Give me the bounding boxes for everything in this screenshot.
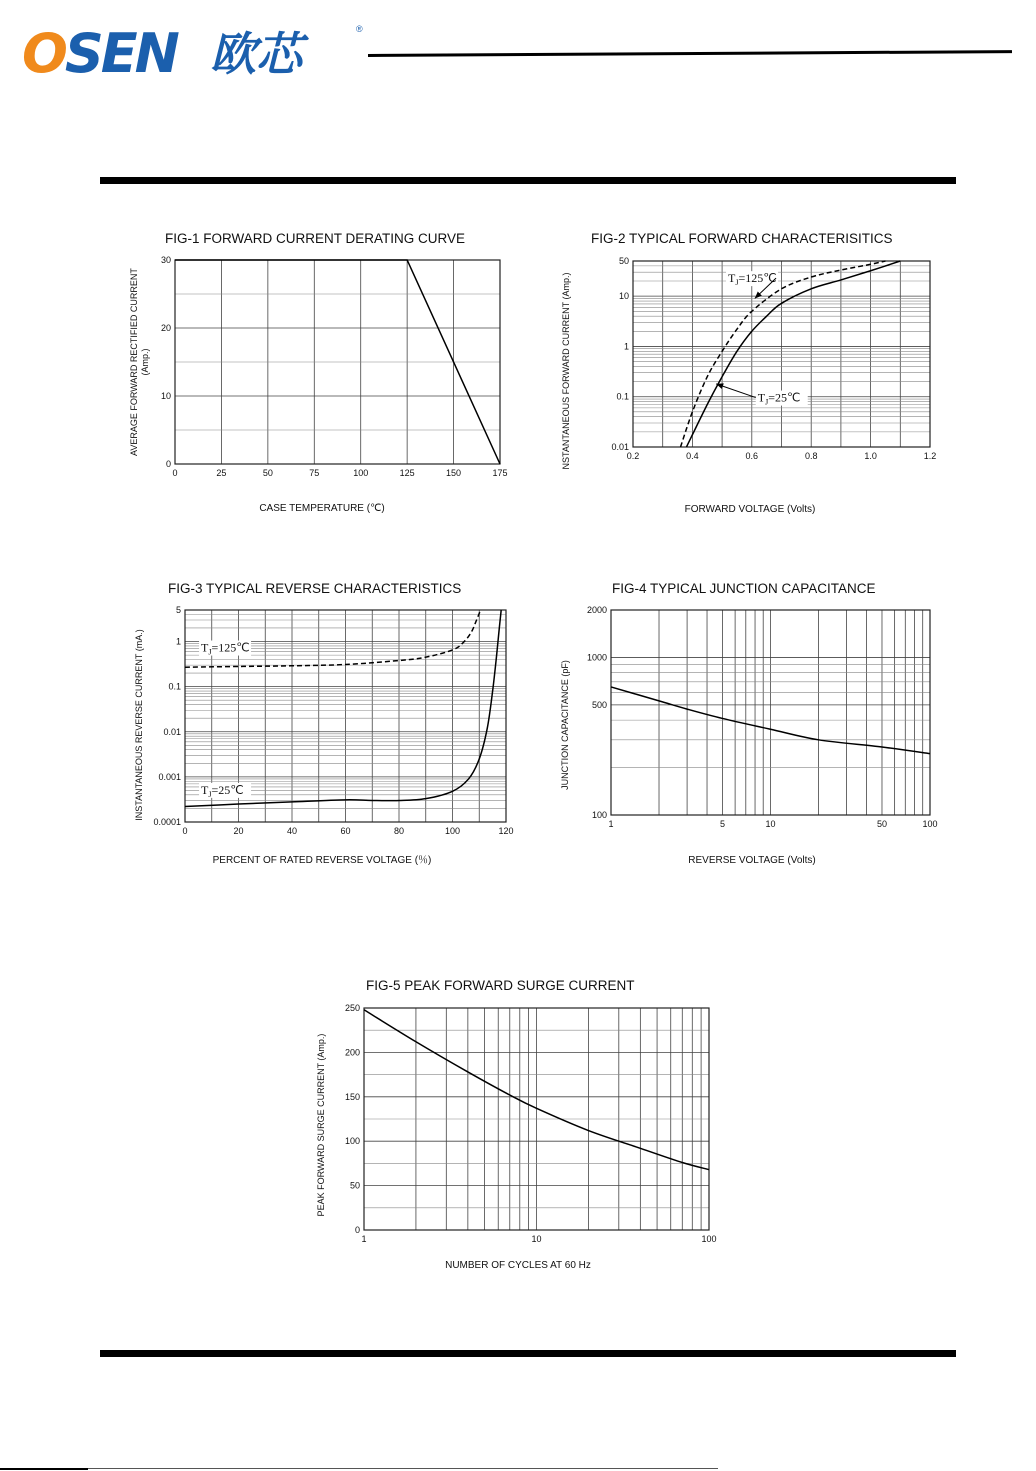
fig5-chart xyxy=(316,978,717,1271)
x-tick-label: 50 xyxy=(876,819,887,829)
y-tick-label: 150 xyxy=(344,1091,360,1102)
x-tick-label: 0 xyxy=(182,826,188,836)
y-axis-label: PEAK FORWARD SURGE CURRENT (Amp.) xyxy=(316,1033,326,1217)
y-tick-label: 1 xyxy=(623,341,629,352)
y-axis-label: NSTANTANEOUS FORWARD CURRENT (Amp.) xyxy=(561,272,571,470)
y-tick-label: 2000 xyxy=(586,605,607,615)
x-tick-label: 1.2 xyxy=(923,451,937,461)
y-axis-label: AVERAGE FORWARD RECTIFIED CURRENT xyxy=(129,268,139,456)
logo-wordmark-rest: SEN xyxy=(64,22,177,85)
y-tick-label: 20 xyxy=(160,323,171,333)
y-axis-label-unit: (Amp.) xyxy=(140,348,150,376)
fig4-chart xyxy=(560,581,938,866)
x-tick-label: 40 xyxy=(286,826,298,836)
y-tick-label: 0.1 xyxy=(616,391,629,402)
chart-title: FIG-4 TYPICAL JUNCTION CAPACITANCE xyxy=(612,581,876,596)
y-tick-label: 0 xyxy=(354,1225,360,1235)
x-tick-label: 0.2 xyxy=(626,451,640,461)
x-tick-label: 100 xyxy=(701,1234,717,1244)
y-axis-label: JUNCTION CAPACITANCE (pF) xyxy=(560,660,570,790)
annotation-label: $T_J=25℃$ xyxy=(201,782,244,799)
y-tick-label: 0.1 xyxy=(168,681,181,692)
x-tick-label: 0.8 xyxy=(804,451,818,461)
x-tick-label: 80 xyxy=(393,826,405,836)
y-tick-label: 0 xyxy=(165,459,171,469)
chart-title: FIG-5 PEAK FORWARD SURGE CURRENT xyxy=(366,978,635,993)
x-tick-label: 5 xyxy=(719,819,725,829)
x-tick-label: 10 xyxy=(531,1234,542,1244)
x-tick-label: 125 xyxy=(399,468,415,478)
y-tick-label: 0.01 xyxy=(611,442,629,452)
x-tick-label: 75 xyxy=(309,468,320,478)
x-tick-label: 60 xyxy=(340,826,351,836)
x-tick-label: 100 xyxy=(922,819,938,829)
x-tick-label: 100 xyxy=(444,826,461,836)
x-tick-label: 10 xyxy=(765,819,776,829)
y-tick-label: 200 xyxy=(344,1047,360,1058)
y-tick-label: 50 xyxy=(618,256,629,266)
logo-chinese: 欧芯 xyxy=(210,27,302,81)
fig2-chart xyxy=(561,231,936,515)
x-axis-label: REVERSE VOLTAGE (Volts) xyxy=(688,855,816,866)
logo-wordmark-o: O xyxy=(22,22,65,85)
annotation-label: $T_J=125℃$ xyxy=(728,271,777,288)
y-tick-label: 500 xyxy=(591,699,607,710)
x-tick-label: 175 xyxy=(492,468,508,478)
fig1-chart xyxy=(129,231,508,514)
y-tick-label: 10 xyxy=(160,391,171,401)
chart-title: FIG-2 TYPICAL FORWARD CHARACTERISITICS xyxy=(591,231,893,246)
x-tick-label: 150 xyxy=(446,468,462,478)
y-tick-label: 0.0001 xyxy=(153,817,181,827)
y-tick-label: 30 xyxy=(160,255,171,265)
x-tick-label: 1 xyxy=(608,819,614,829)
x-tick-label: 50 xyxy=(262,468,273,478)
x-tick-label: 100 xyxy=(353,468,369,478)
annotation-label: $T_J=125℃$ xyxy=(201,640,250,657)
x-axis-label: CASE TEMPERATURE (℃) xyxy=(259,503,385,514)
y-axis-label: INSTANTANEOUS REVERSE CURRENT (mA.) xyxy=(134,629,144,821)
y-tick-label: 50 xyxy=(349,1180,360,1191)
series-line-dashed xyxy=(185,610,481,667)
annotation-label: $T_J=25℃$ xyxy=(757,390,801,407)
x-tick-label: 20 xyxy=(233,826,244,836)
y-tick-label: 1000 xyxy=(586,652,607,663)
fig3-chart xyxy=(134,581,514,866)
chart-title: FIG-3 TYPICAL REVERSE CHARACTERISTICS xyxy=(168,581,462,596)
x-tick-label: 1 xyxy=(361,1234,367,1244)
x-tick-label: 120 xyxy=(498,826,514,836)
registered-mark: ® xyxy=(356,24,363,34)
chart-title: FIG-1 FORWARD CURRENT DERATING CURVE xyxy=(165,231,466,246)
y-tick-label: 100 xyxy=(591,810,607,820)
y-tick-label: 10 xyxy=(618,291,629,302)
x-axis-label: NUMBER OF CYCLES AT 60 Hz xyxy=(445,1260,591,1271)
y-tick-label: 0.001 xyxy=(158,771,181,782)
y-tick-label: 0.01 xyxy=(163,726,181,737)
x-tick-label: 1.0 xyxy=(864,451,877,461)
x-tick-label: 0.6 xyxy=(745,451,759,461)
x-axis-label: FORWARD VOLTAGE (Volts) xyxy=(684,504,816,515)
y-tick-label: 1 xyxy=(175,636,181,647)
x-tick-label: 25 xyxy=(216,468,227,478)
x-tick-label: 0 xyxy=(172,468,178,478)
y-tick-label: 250 xyxy=(344,1003,360,1013)
x-tick-label: 0.4 xyxy=(686,451,699,461)
y-tick-label: 5 xyxy=(175,605,181,615)
y-tick-label: 100 xyxy=(344,1136,360,1147)
x-axis-label: PERCENT OF RATED REVERSE VOLTAGE (％) xyxy=(212,855,432,866)
